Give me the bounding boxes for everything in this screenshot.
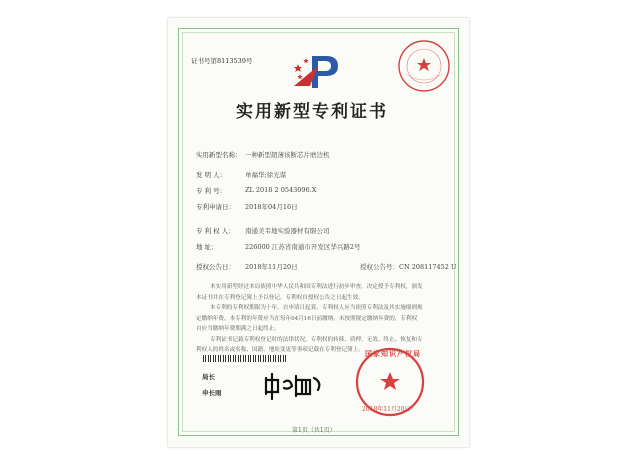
body-line: 本证书并在专利登记簿上予以登记。专利权自授权公告之日起生效。 (196, 294, 364, 301)
stamp-date: 2018年11月20日 (362, 406, 411, 413)
field-value: 单福华;徐光谋 (245, 171, 287, 179)
field-label: 发 明 人： (196, 171, 227, 179)
body-line: 本实用新型经过本局依照中华人民共和国专利法进行初步审查，决定授予专利权，颁发 (210, 284, 423, 290)
grant-number: 授权公告号：CN 208117452 U (360, 263, 457, 271)
director-title: 局长 (202, 373, 215, 381)
patent-logo-icon (288, 52, 348, 92)
body-line: 定缴纳年费。本专利的年费应当在每年04月16日前缴纳。未按照规定缴纳年费的，专利权 (196, 315, 418, 322)
certificate-number: 证书号第8113539号 (191, 57, 253, 65)
field-label: 实用新型名称： (196, 151, 242, 159)
body-line: 本专利的专利权期限为十年，自申请日起算。专利权人应当依照专利法及其实施细则规 (210, 305, 423, 311)
barcode (203, 355, 287, 362)
body-line: 专利证书记载专利权登记时的法律状况。专利权的转移、质押、无效、终止、恢复和专 (210, 336, 423, 343)
certificate-title: 实用新型专利证书 (236, 102, 388, 122)
red-seal-icon (396, 38, 452, 94)
field-label: 地 址： (196, 243, 218, 251)
field-value: 南通美韦地实验器材有限公司 (245, 227, 330, 235)
field-value: ZL 2018 2 0543096.X (245, 186, 317, 194)
stamp-text: 国家知识产权局 (365, 349, 421, 358)
body-line: 利权人的姓名或名称、国籍、地址变更等事项记载在专利登记簿上。 (196, 347, 364, 353)
director-signature (262, 372, 326, 405)
field-label: 专 利 号： (196, 187, 227, 195)
grant-date: 2018年11月20日 (245, 263, 298, 271)
body-line: 自应当缴纳年费期满之日起终止。 (196, 326, 280, 332)
field-label: 专 利 权 人： (196, 227, 235, 235)
grant-date-label: 授权公告日： (196, 263, 235, 271)
field-value: 一种新型超薄该断芯片磨边机 (245, 151, 330, 159)
field-value: 226000 江苏省南通市开发区华兴路2号 (245, 243, 361, 251)
field-label: 专利申请日： (196, 203, 235, 211)
page-footer: 第1页（共1页） (292, 427, 336, 434)
director-name: 申长雨 (202, 389, 222, 397)
field-value: 2018年04月16日 (245, 203, 298, 211)
